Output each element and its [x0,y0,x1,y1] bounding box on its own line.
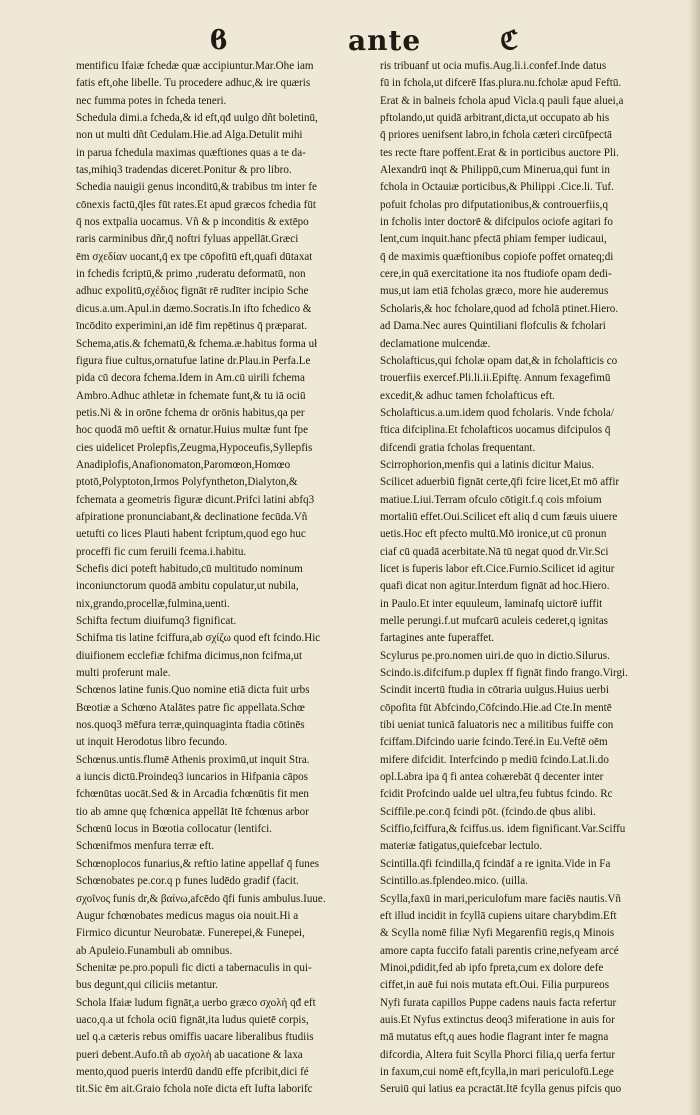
text-line: in fchedis fcriptū,& primo ,ruderatu deformatū, non [76,268,306,281]
text-line: ad Dama.Nec aures Quintiliani flofculis & fcholari [380,320,606,333]
left-column [76,58,368,1099]
text-line: Bœotiæ a Schœno Atalātes patre fic appellata.Schœ [76,701,305,714]
text-line: tio ab amne quę fchœnica appellāt Itē fchœnus arbor [76,805,309,818]
page-edge-shadow [688,0,700,1115]
text-line: Schifma tis latine fciffura,ab σχίζω quod eft fcindo.Hic [76,632,321,645]
text-line: Augur fchœnobates medicus magus oia nouit.Hi a [76,909,299,922]
text-line: tit.Sic ēm ait.Graio fchola noīe dicta eft Iufta laborifc [76,1083,313,1096]
text-line: opl.Labra ipa q̄ fi antea cohærebāt q̄ decenter inter [380,771,604,784]
text-line: Schedia nauigii genus inconditū,& trabibus tm inter fe [76,181,317,194]
text-line: Scholafticus.a.um.idem quod fcholaris. Vnde fchola/ [380,406,614,419]
text-line: Scylla,faxū in mari,periculofum mare faciēs nautis.Vñ [380,892,621,905]
text-line: uel q.a cæteris rebus omiffis uacare liberalibus ftudiis [76,1031,314,1044]
text-line: pida cū decora fchema.Idem in Am.cū uirili fchema [76,372,305,385]
running-header [0,22,700,62]
text-line: diuifionem ecclefiæ fchifma dicimus,non fcifma,ut [76,649,303,662]
text-line: Scindo.is.difcifum.p duplex ff fignāt findo frango.Virgi. [380,667,628,680]
text-line: Firmico dicuntur Neurobatæ. Funerepei,& Funepei, [76,927,305,940]
text-line: Erat & in balneis fchola apud Vicla.q pauli fąue aluei,a [380,94,624,107]
text-line: Schema,atis.& fchematū,& fchema.æ.habitus forma uł [76,337,318,350]
text-line: bus degunt,qui ciliciis metantur. [76,979,219,992]
text-line: ftica difciplina.Et fcholafticos uocamus difcipulos q̄ [380,424,611,437]
text-line: figura fiue cultus,ornatufue latine dr.Plau.in Perfa.Le [76,354,311,367]
text-line: mento,quod pueris interdū dandū effe pfcribit,dici fé [76,1065,309,1078]
text-line: Sciffile.pe.cor.q̄ fcindi pōt. (fcindo.de qbus alibi. [380,805,596,818]
text-line: ris tribuanf ut ocia mufis.Aug.li.i.confef.Inde datus [380,60,607,72]
text-line: uetis.Hoc eft pfecto multū.Mō ironice,ut cū pronun [380,528,607,541]
text-line: tibi ueniat tunicā faluatoris nec a militibus fuiffe con [380,719,614,732]
text-line: mus,ut iam etiā fcholas græco, more hie auderemus [380,285,609,298]
text-line: Anadiplofis,Anafionomaton,Paromœon,Homœo [76,458,291,471]
text-line: in parua fchedula maximas quæftiones quas a te da- [76,146,306,159]
text-line: quafi dicat non agitur.Interdum fignāt ad hoc.Hiero. [380,580,610,593]
header-left-initial: ϐ [210,26,228,56]
text-line: Schola Ifaiæ ludum fignāt,a uerbo græco σχολὴ qđ eft [76,996,316,1009]
text-line: mā mutatus eft,q aues hodie flagrant inter fe magna [380,1031,609,1044]
text-line: lent,cum inquit.hanc pfectā phiam femper iudicaui, [380,233,607,246]
text-line: Schœnos latine funis.Quo nomine etiā dicta fuit urbs [76,684,310,697]
text-line: pofuit fcholas pro difputationibus,& controuerfiis,q [380,198,608,211]
text-line: mentificu Ifaiæ fchedæ quæ accipiuntur.Mar.Ohe iam [76,60,314,72]
text-line: eft illud incidit in fcyllā cupiens uitare charybdim.Eft [380,909,617,922]
text-line: auis.Et Nyfus extinctus deoq3 miferatione in auis for [380,1013,615,1026]
text-line: amore capta fuccifo fatali parentis crine,nefyeam arcé [380,944,619,957]
text-line: pueri debent.Aufo.tñ ab σχολὴ ab uacatione & laxa [76,1048,303,1061]
text-line: Scilicet aduerbiū fignāt certe,q̄fi fcire licet,Et mō affir [380,476,620,489]
text-line: q̄ priores uenifsent labro,in fchola cæteri circūfpectā [380,129,612,142]
text-line: q̄ nos extpalia uocamus. Vñ & p inconditis & extēpo [76,216,309,229]
text-line: mortaliū effet.Oui.Scilicet eft aliq d cum fæuis uiuere [380,510,618,523]
text-line: Scintillo.as.fplendeo.mico. (uilla. [380,875,528,888]
text-line: difcordia, Altera fuit Scylla Phorci filia,q uerfa fertur [380,1048,616,1061]
text-line: uaco,q.a ut fchola ociū fignāt,ita ludus quietē corpis, [76,1013,309,1026]
text-line: fartagines ante fuperaffet. [380,632,495,645]
text-line: hoc quodā mō ueftit & ornatur.Huius multæ funt fpe [76,424,309,437]
text-line: Schenitæ pe.pro.populi fic dicti a tabernaculis in qui- [76,961,312,974]
text-line: Sciffio,fciffura,& fciffus.us. idem fignificant.Var.Sciffu [380,823,626,836]
text-line: Schedula dimi.a fcheda,& id eft,qđ uulgo dñt boletinū, [76,112,318,125]
text-line: Alexandrū inqt & Philippū,cum Minerua,qui funt in [380,164,610,177]
text-line: melle perungi.f.ut mufcarū aculeis cederet,q ignitas [380,615,608,627]
text-line: trouerfiis exercef.Pli.li.ii.Epiftę. Annum fexagefimū [380,372,611,385]
text-line: Schœnū locus in Bœotia collocatur (lentifci. [76,823,272,836]
text-line: fciffam.Difcindo uarie fcindo.Teré.in Eu.Veftē oēm [380,736,608,749]
text-line: cies uidelicet Prolepfis,Zeugma,Hypoceufis,Syllepfis [76,441,313,454]
text-line: fū in fchola,ut difcerē Ifas.plura.nu.fcholæ apud Feftū. [380,77,622,90]
text-line: nos.quoq3 mēfura terræ,quinquaginta ftadia cōtinēs [76,719,305,732]
text-line: licet is fuperis labor eft.Cice.Furnio.Scilicet id agitur [380,562,615,575]
text-line: ut inquit Herodotus libro fecundo. [76,736,228,749]
text-line: Scindit incertū ftudia in cōtraria uulgus.Huius uerbi [380,684,609,697]
text-line: Schefis dici poteft habitudo,cū multitudo nominum [76,562,303,575]
text-line: mifere difcidit. Interfcindo p mediū fcindo.Lat.li.do [380,753,609,766]
text-line: afpiratione pronunciabant,& declinatione fecūda.Vñ [76,510,308,523]
text-line: Scirrophorion,menfis qui a latinis dicitur Maius. [380,458,595,471]
text-line: Minoi,pdidit,fed ab ipfo fpreta,cum ex dolore defe [380,961,604,974]
text-line: nec fumma potes in fcheda teneri. [76,94,227,107]
text-line: fchœnūtas uocāt.Sed & in Arcadia fchœnūtis fit men [76,788,309,801]
text-line: declamatione mulcendæ. [380,337,491,350]
text-line: Ambro.Adhuc athletæ in fchemate funt,& tu iā ociū [76,389,306,402]
text-line: dicus.a.um.Apul.in dæmo.Socratis.In ifto fchedico & [76,302,312,315]
header-headword: ante [348,24,422,57]
text-line: inconiunctorum quodā ambitu copulatur,ut nubila, [76,580,299,593]
header-right-initial: ℭ [500,26,519,56]
text-line: īncōdito experimini,an idē fim repētinus q̄ præparat. [76,320,308,333]
text-line: Scholaris,& hoc fcholare,quod ad fcholā ptinet.Hiero. [380,302,619,315]
text-line: Scholafticus,qui fcholæ opam dat,& in fcholafticis co [380,354,618,367]
text-line: fcidit Profcindo ualde uel ultra,feu fubtus fcindo. Rc [380,788,613,801]
text-line: Nyfi furata capillos Puppe cadens nauis facta refertur [380,996,617,1009]
text-line: cōpofita fūt Abfcindo,Cōfcindo.Hie.ad Cte.In mentē [380,701,612,714]
text-line: matiue.Liui.Terram ofculo cōtigit.f.q cois mfoium [380,493,602,506]
text-line: excedit,& adhuc tamen fcholafticus eft. [380,389,555,402]
text-line: fatis eft,ohe libelle. Tu procedere adhuc,& ire quæris [76,77,311,90]
text-line: Seruiū qui latius ea pcractāt.Itē fcylla genus pifcis quo [380,1083,622,1096]
text-line: in Paulo.Et inter equuleum, laminafq uictorē iuffit [380,597,603,610]
text-line: in faxum,cui nomē eft,fcylla,in mari periculofū.Lege [380,1065,614,1078]
text-line: cōnexis factū,q̄les fūt rates.Et apud græcos fchedia fūt [76,198,316,211]
text-line: Schœnoplocos funarius,& reftio latine appellaf q̄ funes [76,857,320,870]
text-line: Schœnus.untis.flumē Athenis proximū,ut inquit Stra. [76,753,310,766]
text-line: a iuncis dictū.Proindeq3 iuncarios in Hifpania cāpos [76,771,308,784]
text-line: Schœnobates pe.cor.q p funes ludēdo gradif (facit. [76,875,299,888]
text-line: tas,mihiq3 tradendas diceret.Ponitur & pro libro. [76,164,292,177]
text-line: uetufti co lices Plauti habent fcriptum,quod ego huc [76,528,306,541]
text-line: tes recte ftare poffent.Erat & in porticibus auctore Pli. [380,146,619,159]
text-line: nix,grando,procellæ,fulmina,uenti. [76,597,230,610]
text-line: q̄ de maximis quæftionibus copiofe poffet ornateq;di [380,250,614,263]
text-line: ptotō,Polyptoton,Irmos Polyfyntheton,Dialyton,& [76,476,298,489]
text-line: multi proferunt male. [76,667,171,680]
text-line: σχοῖνος funis dr,& βαίνω,afcēdo q̄fi funis ambulus.Iuue. [76,892,326,905]
text-line: raris carminibus dñr,q̄ noftri fyluas appellāt.Græci [76,233,299,246]
text-line: Scintilla.q̄fi fcindilla,q̄ fcindāf a re ignita.Vide in Fa [380,857,611,870]
text-line: ab Apuleio.Funambuli ab omnibus. [76,944,233,957]
text-line: petis.Ni & in orōne fchema dr orōnis habitus,qa per [76,406,305,419]
text-line: non ut multi dñt Cedulam.Hie.ad Alga.Detulit mihi [76,129,303,142]
text-line: & Scylla nomē filiæ Nyfi Megarenfiū regis,q Minois [380,927,615,940]
text-line: Schœnifmos menfura terræ eft. [76,840,215,853]
text-line: fchemata a geometris figuræ dicunt.Prifci latini abfq3 [76,493,315,506]
text-line: materiæ fatigatus,quiefcebar lectulo. [380,840,543,853]
text-line: Scylurus pe.pro.nomen uiri.de quo in dictio.Silurus. [380,649,610,662]
right-column [380,58,680,1099]
text-line: ciaf cū quadā acerbitate.Nā tū negat quod dr.Vir.Sci [380,545,609,558]
text-line: Schifta fectum diuifumq3 fignificat. [76,615,237,627]
text-line: fchola in Octauiæ porticibus,& Philippi .Cice.li. Tuf. [380,181,614,194]
text-line: difcendi gratia fcholas frequentant. [380,441,536,454]
text-line: adhuc expolitū,σχέδιος fignāt rē rudīter incipio Sche [76,285,309,298]
text-line: pftolando,ut quidā arbitrant,dicta,ut occupato ab his [380,112,610,125]
text-line: ēm σχεδίαν uocant,q̄ ex tpe cōpofitū eft,quafi dūtaxat [76,250,313,263]
text-line: proceffi fic cum feruili fcema.i.habitu. [76,545,247,558]
text-line: ciffet,in auē fui nois mutata eft.Oui. Filia purpureos [380,979,610,992]
text-line: in fcholis inter doctorē & difcipulos ociofe agitari fo [380,216,613,229]
text-line: cere,in quā exercitatione ita nos ftudiofe opam dedi- [380,268,612,281]
